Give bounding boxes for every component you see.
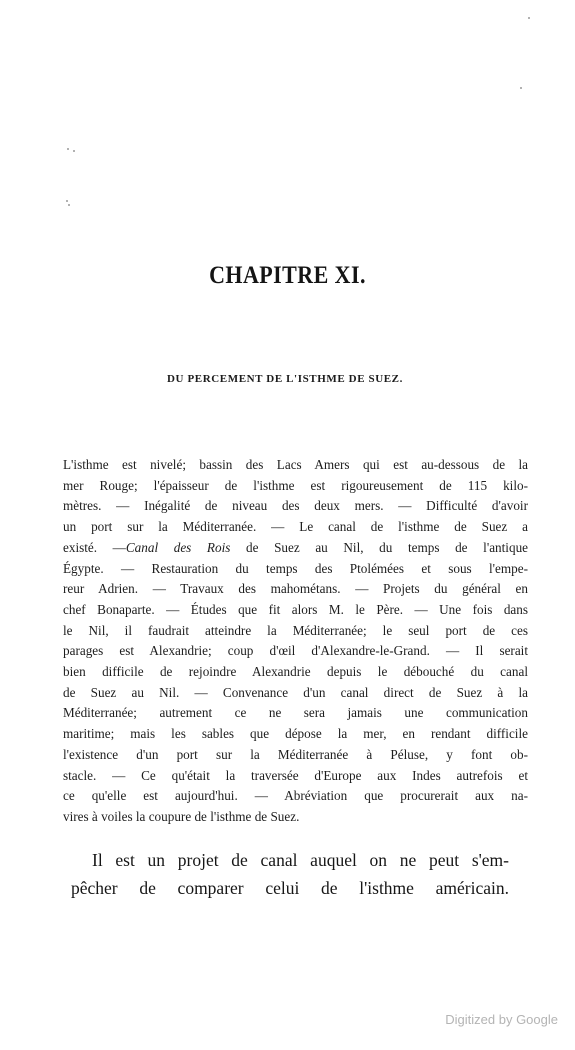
summary-line: L'isthme est nivelé; bassin des Lacs Amers qui est au-dessous de la bbox=[63, 457, 528, 472]
scan-speck bbox=[68, 204, 70, 206]
summary-fragment: existé. — bbox=[63, 539, 126, 555]
summary-line: mètres. — Inégalité de niveau des deux mers. — Difficulté d'avoir bbox=[63, 498, 528, 514]
summary-line: vires à voiles la coupure de l'isthme de Suez. bbox=[63, 808, 300, 824]
summary-line: stacle. — Ce qu'était la traversée d'Europe aux Indes autrefois et bbox=[63, 767, 528, 783]
summary-line: l'existence d'un port sur la Méditerranée à Péluse, y font ob- bbox=[63, 746, 528, 762]
scan-speck bbox=[528, 17, 530, 19]
body-paragraph bbox=[71, 846, 509, 902]
digitized-watermark: Digitized by Google bbox=[445, 1012, 558, 1027]
summary-line: parages est Alexandrie; coup d'œil d'Alexandre-le-Grand. — Il serait bbox=[63, 643, 528, 659]
summary-line: maritime; mais les sables que dépose la mer, en rendant difficile bbox=[63, 726, 528, 742]
summary-line: Méditerranée; autrement ce ne sera jamais une communication bbox=[63, 705, 528, 721]
summary-line: ce qu'elle est aujourd'hui. — Abréviation que procurerait aux na- bbox=[63, 788, 528, 804]
body-line: Il est un projet de canal auquel on ne peut s'em- bbox=[92, 850, 509, 870]
chapter-title: CHAPITRE XI. bbox=[209, 262, 366, 289]
summary-line: le Nil, il faudrait atteindre la Méditerranée; le seul port de ces bbox=[63, 622, 528, 638]
summary-line: reur Adrien. — Travaux des mahométans. — Projets du général en bbox=[63, 581, 528, 597]
summary-line: Égypte. — Restauration du temps des Ptolémées et sous l'empe- bbox=[63, 560, 528, 576]
chapter-subtitle: DU PERCEMENT DE L'ISTHME DE SUEZ. bbox=[167, 373, 403, 385]
summary-line: chef Bonaparte. — Études que fit alors M. le Père. — Une fois dans bbox=[63, 601, 528, 617]
scan-speck bbox=[520, 87, 522, 89]
italic-title: Canal des Rois bbox=[125, 539, 231, 555]
summary-line bbox=[63, 538, 529, 559]
scan-speck bbox=[66, 200, 68, 202]
scan-speck bbox=[67, 148, 69, 150]
summary-line: bien difficile de rejoindre Alexandrie depuis le débouché du canal bbox=[63, 664, 528, 680]
summary-fragment: de Suez au Nil, du temps de l'antique bbox=[230, 539, 529, 555]
summary-line: un port sur la Méditerranée. — Le canal de l'isthme de Suez a bbox=[63, 519, 528, 535]
chapter-summary bbox=[63, 455, 528, 828]
summary-line: de Suez au Nil. — Convenance d'un canal direct de Suez à la bbox=[63, 684, 528, 700]
summary-line: mer Rouge; l'épaisseur de l'isthme est rigoureusement de 115 kilo- bbox=[63, 477, 528, 493]
body-line: pêcher de comparer celui de l'isthme américain. bbox=[71, 878, 509, 898]
scan-speck bbox=[73, 150, 75, 152]
